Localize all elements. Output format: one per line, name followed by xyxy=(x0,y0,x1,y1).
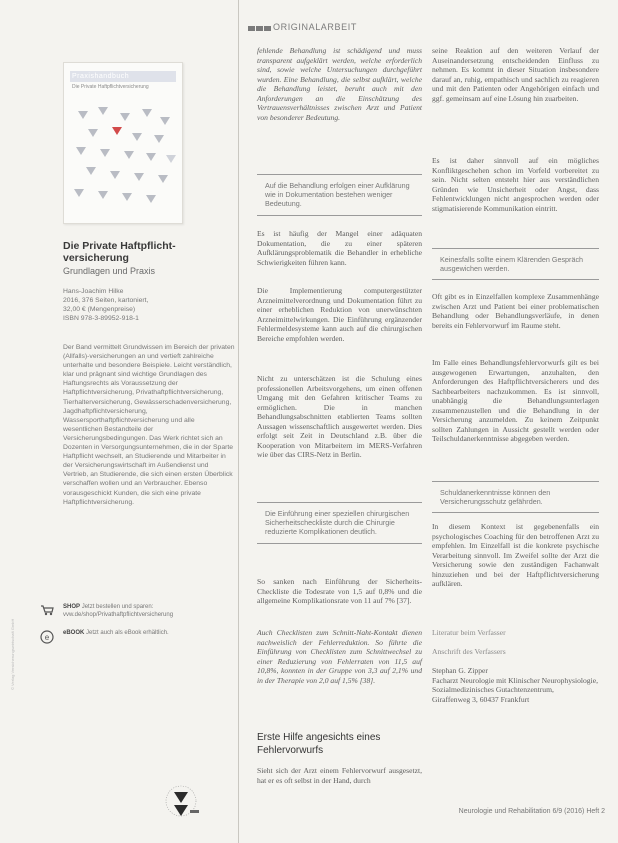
author-address: Stephan G. Zipper Facharzt Neurologie mit Klinischer Neurophysiologie, Sozialmedizinisches Gutachtenzentrum, Giraffenweg 3, 60437 Frankfurt xyxy=(432,666,598,704)
vertical-copyright: © Verlag Versicherungswirtschaft GmbH xyxy=(10,618,15,690)
column2-callout-1: Keinesfalls sollte einem Klärenden Gespräch ausgewichen werden. xyxy=(432,248,599,280)
book-title: Die Private Haftpflicht- versicherung xyxy=(63,240,176,264)
column2-paragraph-5: In diesem Kontext ist gegebenenfalls ein psychologisches Coaching für den betroffenen Arzt zu empfehlen. Im Einzelfall ist die konkrete psychische Verarbeitung sinnvoll. Im Zweifel sollte der Arzt die Versicherung sowie den zuständigen Fachanwalt hinzuziehen und bei der Haftpflichtversicherung aufklären. xyxy=(432,522,599,588)
book-description: Der Band vermittelt Grundwissen im Bereich der privaten (Allfalls)-versicherungen an und vertieft zahlreiche unterhalte und besondere Beispiele. Leicht verständlich, klar und prägnant sind wichtige Grundlagen des Haftungsrechts als Voraussetzung der Haftpflichtversicherung, Privathaftpflichtversicherung, Tierhalterversicherung, Gewässerschadenversicherung, Jagdhaftpflichtversicherung, Wassersporthaftpflichtversicherung und alle wesentlichen Bestandteile der Versicherungsbedingungen. Das Werk richtet sich an Dozenten in Versorgungsunternehmen, die in der Sparte Haftpflicht wechselt, an Studierende und Mitarbeiter in der Versicherungswirtschaft im Außendienst und Vertrieb, an Studierende, die sich einen ersten Überblick verschaffen wollen und an Verbraucher. Ebenso vorausgeschickt Kunden, die sich eine private Haftpflichtversicherung. xyxy=(63,344,235,506)
column2-paragraph-1: seine Reaktion auf den weiteren Verlauf der Auseinandersetzung entscheidenden Einfluss zu nehmen. Es kommt in dieser Situation insbesondere darauf an, ruhig, empathisch und sachlich zu reagieren und mit den Patienten oder Angehörigen einfach und ggf. gemeinsam auf eine Lösung hin zuarbeiten. xyxy=(432,46,599,103)
section-heading: Erste Hilfe angesichts eines Fehlervorwurfs xyxy=(257,732,381,756)
book-advert-sidebar xyxy=(0,0,239,843)
section-label: ORIGINALARBEIT xyxy=(273,22,357,32)
column2-paragraph-3: Oft gibt es in Einzelfallen komplexe Zusammenhänge zwischen Arzt und Patient bei einer problematischen Behandlung oder Behandlungsverläufe, in denen bereits ein Fehlervorwurf im Raume steht. xyxy=(432,292,599,330)
ebook-text: Jetzt auch als eBook erhältlich. xyxy=(86,630,169,636)
column1-paragraph-2: Es ist häufig der Mangel einer adäquaten Dokumentation, die zu einer späteren Aufklärungsproblematik die Behandler in erhebliche Schwierigkeiten führen kann. xyxy=(257,229,422,267)
address-label: Anschrift des Verfassers xyxy=(432,647,506,656)
column1-paragraph-6 xyxy=(257,628,422,685)
book-cover xyxy=(63,62,183,224)
book-cover-subtitle: Die Private Haftpflichtversicherung xyxy=(72,84,149,90)
column1-p1-text: fehlende Behandlung ist schädigend und muss transparent aufgeklärt werden, welche erforderlich sind, sowie welche Untersuchungen durchgeführt wurden. Eine Behandlung, die selbst aufklärt, welche die Behandlung leistet, beruht auch mit den Anforderungen an die Einschätzung des Vertrauensverhältnisses zwischen Arzt und Patient von besonderer Bedeutung. xyxy=(257,46,422,122)
shopping-cart-icon xyxy=(40,604,54,616)
header-marker xyxy=(248,26,255,31)
column2-paragraph-4: Im Falle eines Behandlungsfehlervorwurfs gilt es bei ausgewogenen Erwartungen, anzuhalten, den Anforderungen des Haftpflichtversicherers und des Sachbearbeiters nachzukommen. Es ist sinnvoll, unabhängig die Behandlungsunterlagen zusammenzustellen und die Behandlung in der Versicherung anzumelden. Zu keinem Zeitpunkt sollten Zahlungen in Aussicht gestellt werden oder Teilschuldanerkenntnisse abgegeben werden. xyxy=(432,358,599,443)
page-footer: Neurologie und Rehabilitation 6/9 (2016) Heft 2 xyxy=(458,808,605,815)
book-cover-title: Praxishandbuch xyxy=(70,71,176,82)
column1-callout-1: Auf die Behandlung erfolgen einer Aufklärung wie in Dokumentation bestehen weniger Bedeutung. xyxy=(257,174,422,216)
column2-callout-2: Schuldanerkenntnisse können den Versicherungsschutz gefährden. xyxy=(432,481,599,513)
column1-paragraph-5: So sanken nach Einführung der Sicherheits-Checkliste die Todesrate von 1,5 auf 0,8% und die allgemeine Komplikationsrate von 11 auf 7% [37]. xyxy=(257,577,422,605)
ebook-icon xyxy=(40,630,54,644)
ebook-link[interactable] xyxy=(40,630,230,642)
book-cover-triangle-pattern xyxy=(72,103,176,217)
header-marker xyxy=(256,26,263,31)
book-publication-info: Hans-Joachim Hilke 2016, 376 Seiten, kartoniert, 32,00 € (Mengenpreise) ISBN 978-3-89952-918-1 xyxy=(63,288,149,323)
shop-label: SHOP xyxy=(63,604,81,610)
publisher-logo xyxy=(163,781,203,827)
svg-text:e: e xyxy=(44,633,50,642)
literature-note: Literatur beim Verfasser xyxy=(432,628,506,637)
book-subtitle: Grundlagen und Praxis xyxy=(63,266,156,276)
header-marker xyxy=(264,26,271,31)
column2-paragraph-2: Es ist daher sinnvoll auf ein mögliches Konfliktgeschehen schon im Vorfeld vorbereitet zu sein. Nicht selten entsteht hier aus verständlichen Gründen wie Unsicherheit oder Angst, dass Fehlentwicklungen nicht angesprochen werden oder stigmatisierende Kommunikation eintritt. xyxy=(432,156,599,213)
column1-paragraph-1 xyxy=(257,46,422,122)
shop-link[interactable] xyxy=(40,604,230,619)
ebook-label: eBOOK xyxy=(63,630,85,636)
column1-paragraph-3: Die Implementierung computergestützter Arzneimittelverordnung und Dokumentation führt zu einer erheblichen Reduktion von unerwünschten Arzneimittelwirkungen. Die Einführung ergänzender Fehlermeldesysteme kann auch auf die chirurgischen Bereiche empfohlen werden. xyxy=(257,286,422,343)
column1-p6-text: Auch Checklisten zum Schnitt-Naht-Kontakt dienen nachweislich der Fehlerreduktion. So führte die Einführung von Checklisten zum Schnittwechsel zu einer Reduzierung von Fehlerraten von 11,5 auf 10,8%, konnten in der Gruppe von 3,3 auf 2,1% und in der Therapie von 2,0 auf 1,5% [38]. xyxy=(257,628,422,685)
column1-callout-2: Die Einführung einer speziellen chirurgischen Sicherheitscheckliste durch die Chirurgie reduzierte Komplikationen deutlich. xyxy=(257,502,422,544)
column1-paragraph-7: Sieht sich der Arzt einem Fehlervorwurf ausgesetzt, hat er es oft selbst in der Hand, durch xyxy=(257,766,422,785)
column1-paragraph-4: Nicht zu unterschätzen ist die Schulung eines professionellen Arbeitsvorgehens, um einen offenen Umgang mit den Gefahren kritischer Teams zu ermöglichen. Die in manchen Behandlungsabschnitten etablierten Teams sollten Aussagen wissenschaftlich ausgewertet werden. Dies erfolgt seit Zeit in Deutschland z.B. über die Kooperation von Mitarbeitern im MERS-Verfahren wie über das CIRS-Netz in Berlin. xyxy=(257,374,422,459)
shop-text: Jetzt bestellen und sparen: vvw.de/shop/Privathaftpflichtversicherung xyxy=(63,604,174,618)
